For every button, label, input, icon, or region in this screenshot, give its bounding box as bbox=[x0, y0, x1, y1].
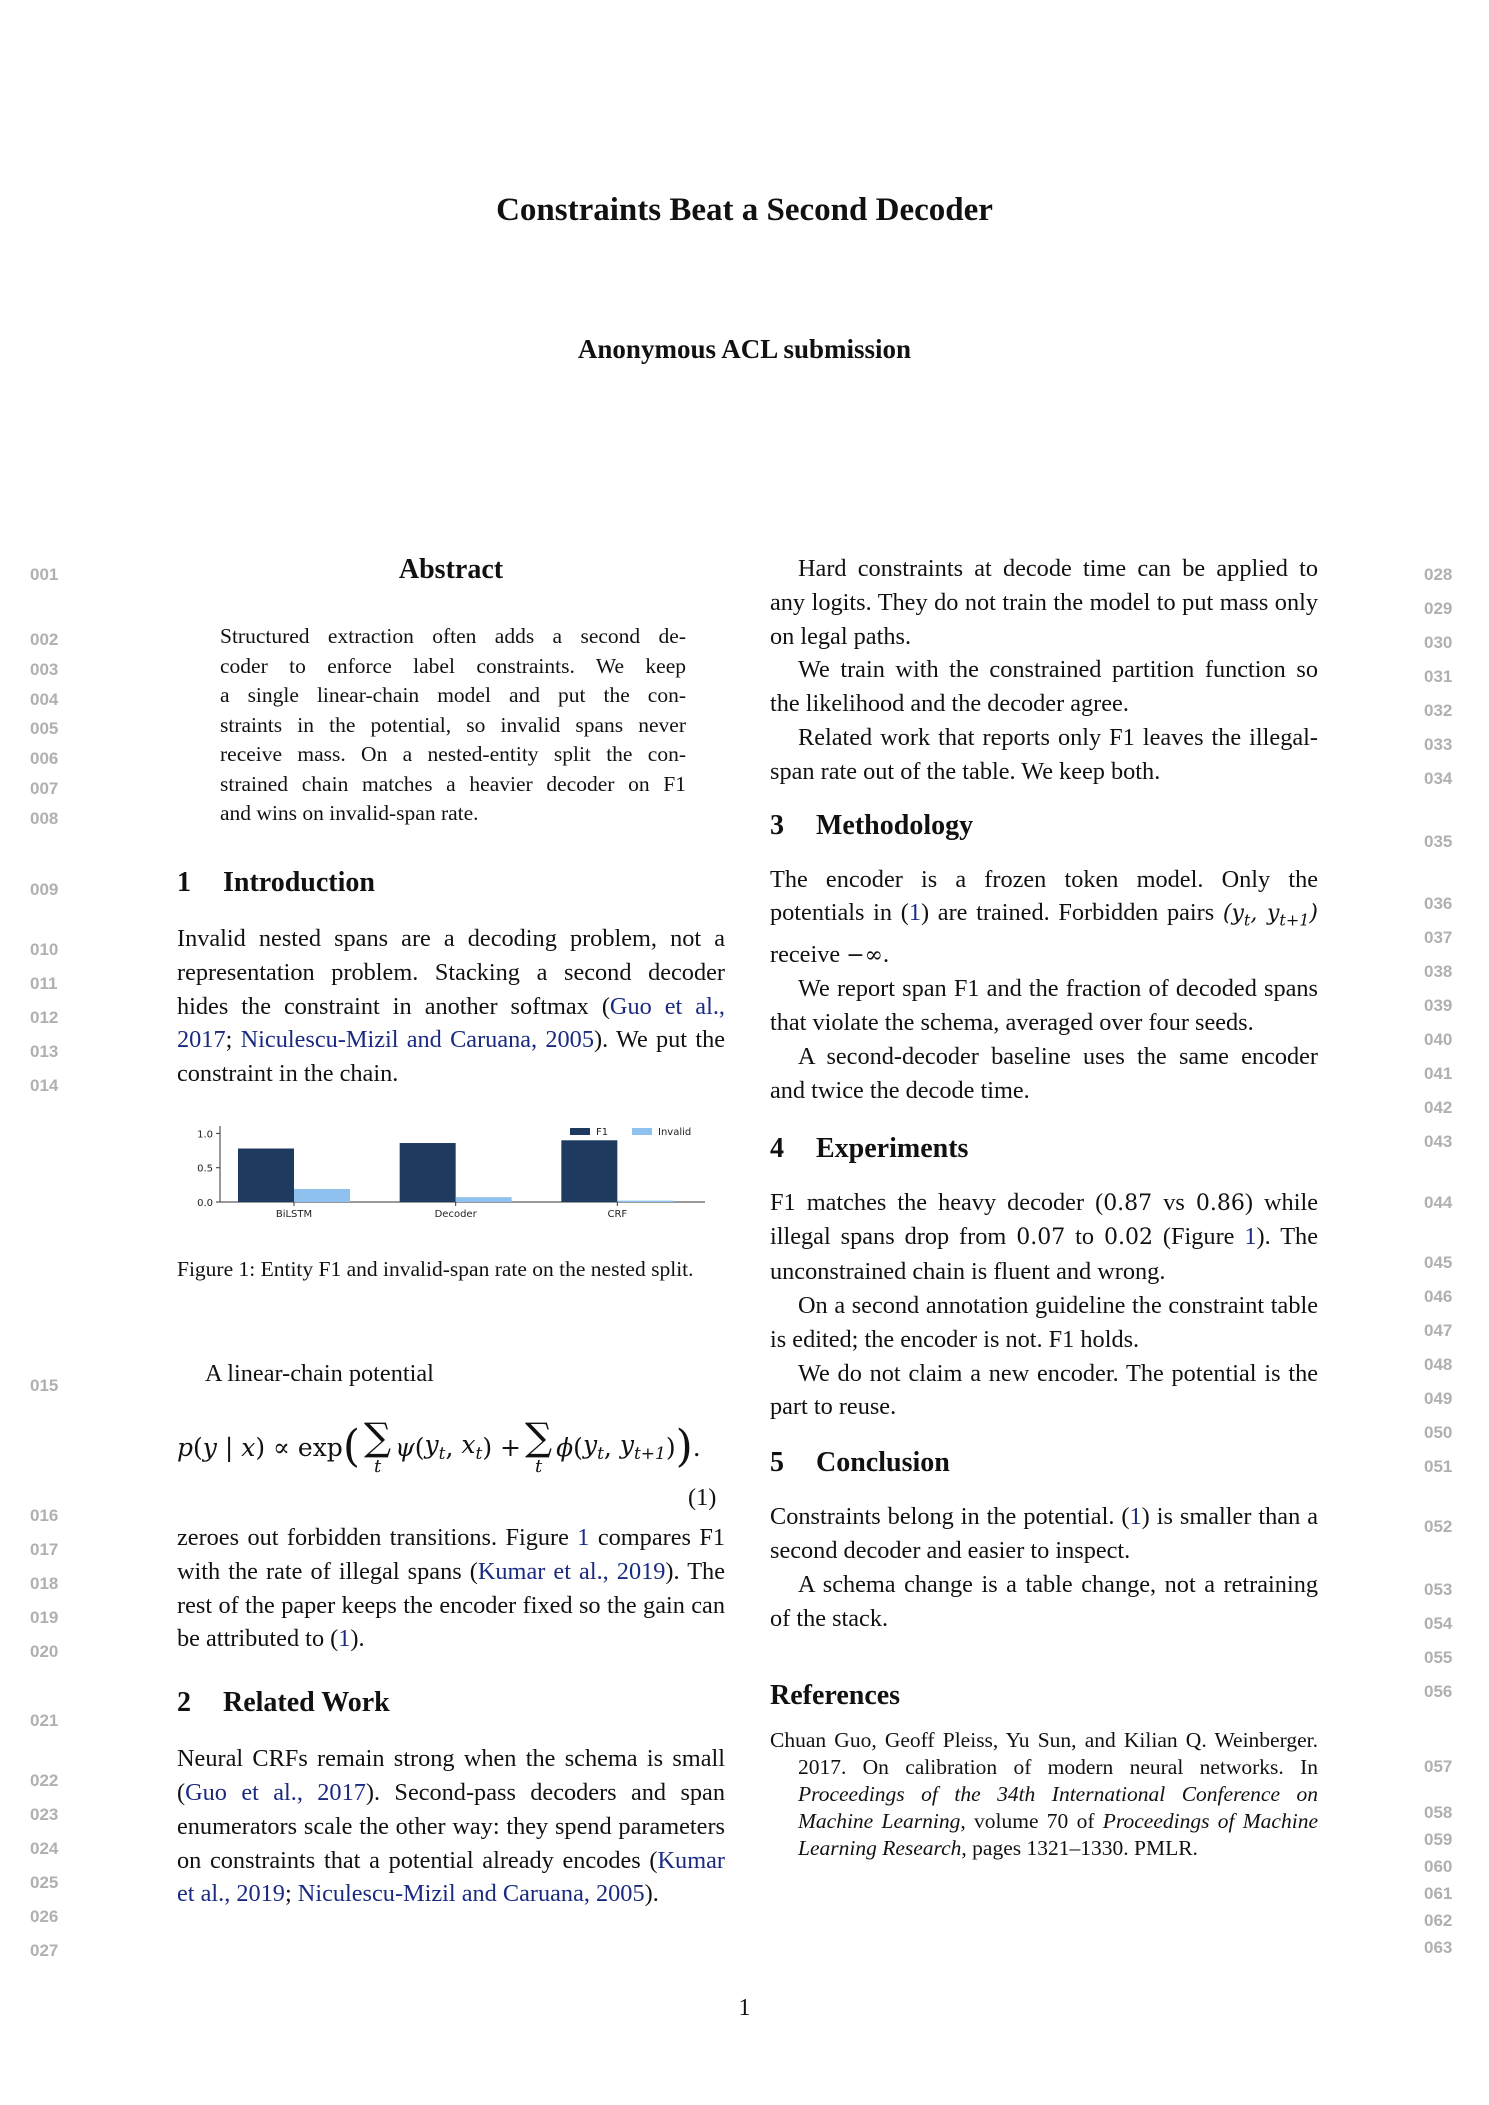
related-paragraph-1: Neural CRFs remain strong when the schema is small (Guo et al., 2017). Second-pass decoders and span enumerators scale the other way: they spend parameters on constraints that a potential already encodes (Kumar et al., 2019; Niculescu-Mizil and Caruana, 2005). bbox=[177, 1745, 725, 1908]
abstract-line: Structured extraction often adds a second de- bbox=[220, 624, 686, 648]
line-number: 025 bbox=[30, 1873, 59, 1892]
equation-1-number: (1) bbox=[688, 1484, 717, 1511]
line-number: 010 bbox=[30, 940, 59, 959]
line-number: 023 bbox=[30, 1805, 59, 1824]
line-number: 034 bbox=[1424, 769, 1453, 788]
citation-niculescu-mizil[interactable]: Niculescu-Mizil and Caruana, 2005 bbox=[297, 1880, 645, 1908]
intro-section bbox=[177, 866, 725, 1091]
figure-1-caption: Figure 1: Entity F1 and invalid-span rate on the nested split. bbox=[177, 1257, 694, 1281]
line-number: 005 bbox=[30, 719, 59, 738]
line-number: 003 bbox=[30, 660, 59, 679]
line-number: 027 bbox=[30, 1941, 59, 1960]
line-number: 040 bbox=[1424, 1030, 1453, 1049]
line-number: 029 bbox=[1424, 599, 1453, 618]
x-tick-label: Decoder bbox=[434, 1209, 477, 1220]
line-number: 052 bbox=[1424, 1517, 1453, 1536]
equation-1-ref[interactable]: 1 bbox=[338, 1625, 351, 1653]
line-number: 048 bbox=[1424, 1355, 1453, 1374]
intro-paragraph-1: Invalid nested spans are a decoding problem, not a representation problem. Stacking a second decoder hides the constraint in another softmax (Guo et al., 2017; Niculescu-Mizil and Caruana, 2005). We put the constraint in the chain. bbox=[177, 925, 725, 1088]
line-number: 020 bbox=[30, 1642, 59, 1661]
citation-kumar[interactable]: Kumar et al., 2019 bbox=[177, 1846, 725, 1908]
line-number: 057 bbox=[1424, 1757, 1453, 1776]
experiments-paragraph-3: We do not claim a new encoder. The potential is the part to reuse. bbox=[770, 1359, 1318, 1421]
abstract-body bbox=[220, 622, 686, 829]
line-number: 049 bbox=[1424, 1389, 1453, 1408]
x-tick-label: BiLSTM bbox=[275, 1209, 313, 1220]
bar-f1-bilstm bbox=[238, 1149, 294, 1202]
line-number: 063 bbox=[1424, 1938, 1453, 1957]
intro-section-cont bbox=[177, 1357, 725, 1391]
y-tick-label: 0.5 bbox=[197, 1163, 213, 1175]
y-tick-label: 1.0 bbox=[197, 1129, 213, 1141]
y-tick-label: 0.0 bbox=[197, 1198, 213, 1209]
line-number: 036 bbox=[1424, 894, 1453, 913]
line-number: 035 bbox=[1424, 832, 1453, 851]
author-line: Anonymous ACL submission bbox=[577, 334, 912, 364]
method-paragraph-1: The encoder is a frozen token model. Only the potentials in (1) are trained. Forbidden pairs ($y_t$, $y_{t+1}$) receive −∞. bbox=[770, 865, 1319, 968]
line-number: 014 bbox=[30, 1076, 59, 1095]
line-number: 043 bbox=[1424, 1132, 1453, 1151]
intro-section-end bbox=[177, 1521, 725, 1911]
method-paragraph-2: We report span F1 and the fraction of decoded spans that violate the schema, averaged over four seeds. bbox=[770, 975, 1318, 1037]
legend-swatch-invalid bbox=[632, 1128, 652, 1135]
section-heading-methodology: 3 Methodology bbox=[770, 809, 974, 841]
line-number: 044 bbox=[1424, 1193, 1453, 1212]
experiments-paragraph-2: On a second annotation guideline the constraint table is edited; the encoder is not. F1 holds. bbox=[770, 1291, 1318, 1353]
line-number: 039 bbox=[1424, 996, 1453, 1015]
paper-title: Constraints Beat a Second Decoder bbox=[496, 192, 993, 228]
line-number: 053 bbox=[1424, 1580, 1453, 1599]
figure-1-chart bbox=[190, 1120, 715, 1230]
related-paragraph-3: We train with the constrained partition function so the likelihood and the decoder agree. bbox=[770, 656, 1318, 718]
line-number: 061 bbox=[1424, 1884, 1453, 1903]
equation-1-ref[interactable]: 1 bbox=[908, 899, 922, 927]
line-number: 021 bbox=[30, 1711, 59, 1730]
bar-invalid-decoder bbox=[456, 1197, 512, 1202]
related-paragraph-4: Related work that reports only F1 leaves the illegal-span rate out of the table. We keep both. bbox=[770, 723, 1318, 785]
abstract-line: straints in the potential, so invalid spans never bbox=[220, 712, 686, 737]
forbidden-pair-math: ($y_t$, $y_{t+1}$) bbox=[1222, 901, 1319, 930]
line-number: 012 bbox=[30, 1008, 59, 1027]
line-number: 055 bbox=[1424, 1648, 1453, 1667]
conclusion-paragraph-1: Constraints belong in the potential. (1) is smaller than a second decoder and easier to inspect. bbox=[770, 1503, 1318, 1564]
references-heading: References bbox=[770, 1680, 901, 1712]
experiments-paragraph-1: F1 matches the heavy decoder (0.87 vs 0.86) while illegal spans drop from 0.07 to 0.02 (Figure 1). The unconstrained chain is fluent and wrong. bbox=[770, 1188, 1318, 1286]
section-heading-experiments: 4 Experiments bbox=[770, 1132, 969, 1164]
figure-1-ref[interactable]: 1 bbox=[577, 1524, 590, 1551]
legend-label-invalid: Invalid bbox=[658, 1127, 692, 1138]
page-number: 1 bbox=[738, 1995, 751, 2021]
bar-f1-crf bbox=[561, 1140, 617, 1202]
line-number: 009 bbox=[30, 880, 59, 899]
line-number: 018 bbox=[30, 1574, 59, 1593]
line-number: 054 bbox=[1424, 1614, 1453, 1633]
abstract-heading: Abstract bbox=[398, 554, 504, 585]
right-column bbox=[770, 552, 1318, 1862]
line-number: 059 bbox=[1424, 1830, 1453, 1849]
section-heading-related-work: 2 Related Work bbox=[177, 1687, 390, 1719]
line-number: 007 bbox=[30, 779, 59, 798]
line-number: 017 bbox=[30, 1540, 59, 1559]
x-tick-label: CRF bbox=[607, 1209, 628, 1220]
citation-guo[interactable]: Guo et al., 2017 bbox=[177, 992, 725, 1054]
line-number: 016 bbox=[30, 1506, 59, 1525]
line-number: 041 bbox=[1424, 1064, 1453, 1083]
line-number: 006 bbox=[30, 749, 59, 768]
line-number: 062 bbox=[1424, 1911, 1453, 1930]
figure-1-ref[interactable]: 1 bbox=[1244, 1223, 1257, 1251]
line-number: 047 bbox=[1424, 1321, 1453, 1340]
line-number: 046 bbox=[1424, 1287, 1453, 1306]
citation-niculescu-mizil[interactable]: Niculescu-Mizil and Caruana, 2005 bbox=[240, 1026, 594, 1054]
line-number: 026 bbox=[30, 1907, 59, 1926]
line-number: 060 bbox=[1424, 1857, 1453, 1876]
bar-f1-decoder bbox=[400, 1143, 456, 1202]
intro-paragraph-3: zeroes out forbidden transitions. Figure 1 compares F1 with the rate of illegal spans (Kumar et al., 2019). The rest of the paper keeps the encoder fixed so the gain can be attributed to (1). bbox=[177, 1524, 726, 1653]
bar-invalid-bilstm bbox=[294, 1189, 350, 1202]
legend-swatch-f1 bbox=[570, 1128, 590, 1135]
line-number: 050 bbox=[1424, 1423, 1453, 1442]
line-number: 004 bbox=[30, 690, 59, 709]
line-number: 038 bbox=[1424, 962, 1453, 981]
line-number: 022 bbox=[30, 1771, 59, 1790]
line-number: 051 bbox=[1424, 1457, 1453, 1476]
bar-invalid-crf bbox=[617, 1201, 673, 1202]
line-number: 033 bbox=[1424, 735, 1453, 754]
equation-1: p ( y | x ) ∝ exp ( ∑ t ψ ( $y_t$ , $x_t$ ) + ∑ t ϕ ( $y_t$ , $y_{t+1}$ ) ) . bbox=[177, 1415, 701, 1477]
line-number: 030 bbox=[1424, 633, 1453, 652]
citation-guo[interactable]: Guo et al., 2017 bbox=[185, 1778, 366, 1806]
line-number: 028 bbox=[1424, 565, 1453, 584]
section-heading-introduction: 1 Introduction bbox=[177, 867, 375, 898]
related-paragraph-2: Hard constraints at decode time can be applied to any logits. They do not train the model to put mass only on legal paths. bbox=[770, 555, 1318, 650]
line-number: 042 bbox=[1424, 1098, 1453, 1117]
line-number: 002 bbox=[30, 630, 59, 649]
intro-paragraph-2: A linear-chain potential bbox=[205, 1360, 434, 1387]
abstract-line: and wins on invalid-span rate. bbox=[220, 801, 479, 825]
line-number: 008 bbox=[30, 809, 59, 828]
abstract-line: strained chain matches a heavier decoder on F1 bbox=[220, 771, 686, 796]
section-heading-conclusion: 5 Conclusion bbox=[770, 1447, 950, 1479]
legend-label-f1: F1 bbox=[596, 1127, 609, 1138]
equation-1-ref[interactable]: 1 bbox=[1129, 1503, 1142, 1531]
citation-kumar[interactable]: Kumar et al., 2019 bbox=[477, 1557, 666, 1585]
line-number: 032 bbox=[1424, 701, 1453, 720]
line-number: 015 bbox=[30, 1376, 59, 1395]
line-number: 037 bbox=[1424, 928, 1453, 947]
line-number: 024 bbox=[30, 1839, 59, 1858]
line-number: 058 bbox=[1424, 1803, 1453, 1822]
line-number: 013 bbox=[30, 1042, 59, 1061]
abstract-line: coder to enforce label constraints. We keep bbox=[220, 653, 686, 678]
abstract-line: receive mass. On a nested-entity split the con- bbox=[220, 742, 686, 766]
line-number: 001 bbox=[30, 565, 59, 584]
method-paragraph-3: A second-decoder baseline uses the same encoder and twice the decode time. bbox=[770, 1042, 1318, 1104]
line-number: 056 bbox=[1424, 1682, 1453, 1701]
abstract-line: a single linear-chain model and put the con- bbox=[220, 683, 686, 707]
line-number: 031 bbox=[1424, 667, 1453, 686]
reference-guo-2017: Chuan Guo, Geoff Pleiss, Yu Sun, and Kilian Q. Weinberger. 2017. On calibration of modern neural networks. In Proceedings of the 34th International Conference on Machine Learning, volume 70 of Proceedings of Machine Learning Research, pages 1321–1330. PMLR. bbox=[770, 1728, 1318, 1861]
conclusion-paragraph-2: A schema change is a table change, not a retraining of the stack. bbox=[770, 1570, 1318, 1632]
line-number: 045 bbox=[1424, 1253, 1453, 1272]
line-number: 019 bbox=[30, 1608, 59, 1627]
line-number: 011 bbox=[30, 974, 58, 993]
